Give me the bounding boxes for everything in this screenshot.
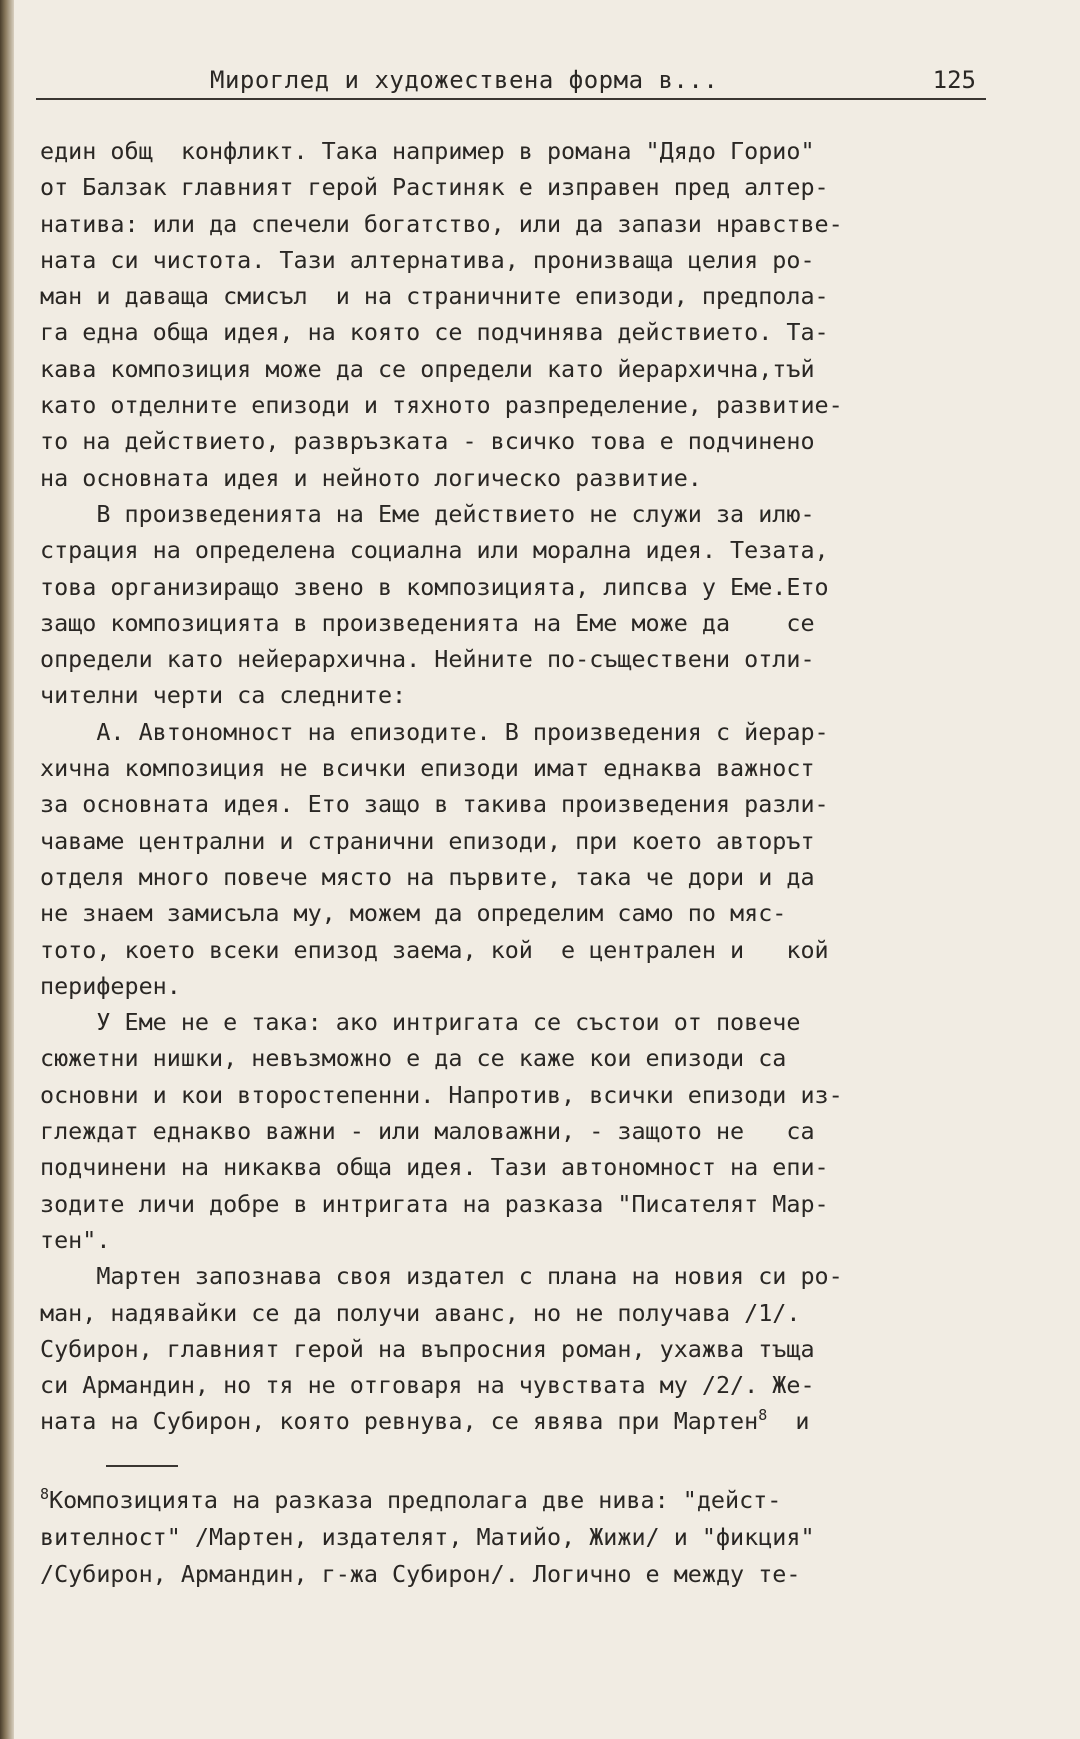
text-line-start: ната на Субирон, която ревнува, се явява при Мартен: [40, 1407, 759, 1436]
footnote-line: /Субирон, Армандин, г-жа Субирон/. Логично е между те-: [40, 1560, 801, 1588]
text-line: отделя много повече място на първите, така че дори и да: [40, 862, 815, 891]
text-line: един общ конфликт. Така например в романа "Дядо Горио": [40, 137, 815, 165]
text-line: натива: или да спечели богатство, или да запази нравстве-: [40, 209, 843, 238]
text-line: А. Автономност на епизодите. В произведения с йерар-: [40, 717, 829, 746]
footnote-line: вителност" /Мартен, издателят, Матийо, Жижи/ и "фикция": [40, 1523, 815, 1551]
text-line: не знаем замисъла му, можем да определим само по мяс-: [40, 899, 787, 928]
text-line: за основната идея. Ето защо в такива произведения разли-: [40, 790, 829, 819]
running-title: Мироглед и художествена форма в...: [210, 66, 719, 94]
text-line: като отделните епизоди и тяхното разпределение, развитие-: [40, 391, 843, 420]
footnote-number: 8: [40, 1485, 50, 1503]
text-line: ман, надявайки се да получи аванс, но не получава /1/.: [40, 1298, 801, 1327]
text-line-end: и: [767, 1407, 810, 1436]
text-line: зодите личи добре в интригата на разказа "Писателят Мар-: [40, 1189, 829, 1218]
text-line: В произведенията на Еме действието не служи за илю-: [40, 499, 815, 528]
text-line: си Армандин, но тя не отговаря на чувствата му /2/. Же-: [40, 1371, 815, 1400]
text-line: сюжетни нишки, невъзможно е да се каже кои епизоди са: [40, 1044, 787, 1073]
text-line: Субирон, главният герой на въпросния роман, ухажва тъща: [40, 1334, 815, 1363]
text-line: глеждат еднакво важни - или маловажни, - защото не са: [40, 1117, 815, 1146]
running-header: [36, 60, 986, 100]
text-line: Мартен запознава своя издател с плана на новия си ро-: [40, 1262, 843, 1291]
text-line: чаваме централни и странични епизоди, при което авторът: [40, 826, 815, 855]
footnote-reference: 8: [758, 1406, 768, 1425]
text-line: кава композиция може да се определи като йерархична,тъй: [40, 354, 815, 383]
text-line: чителни черти са следните:: [40, 681, 407, 710]
text-line: основни и кои второстепенни. Напротив, всички епизоди из-: [40, 1080, 843, 1109]
text-line: това организиращо звено в композицията, липсва у Еме.Ето: [40, 572, 829, 601]
text-line: страция на определена социална или морална идея. Тезата,: [40, 536, 829, 565]
footnote-line: [40, 1482, 990, 1519]
text-line: защо композицията в произведенията на Еме може да се: [40, 608, 815, 637]
text-line: от Балзак главният герой Растиняк е изправен пред алтер-: [40, 173, 829, 202]
text-line: определи като нейерархична. Нейните по-съществени отли-: [40, 645, 815, 674]
text-line: ман и даваща смисъл и на страничните епизоди, предпола-: [40, 282, 829, 311]
body-text: [40, 133, 990, 1440]
text-line: тен".: [40, 1225, 111, 1254]
text-line: на основната идея и нейното логическо развитие.: [40, 463, 702, 492]
text-line: тото, което всеки епизод заема, кой е централен и кой: [40, 935, 829, 964]
text-line: га една обща идея, на която се подчинява действието. Та-: [40, 318, 829, 347]
page-number: 125: [932, 66, 976, 94]
text-line: подчинени на никаква обща идея. Тази автономност на епи-: [40, 1153, 829, 1182]
footnote-line-text: Композицията на разказа предполага две нива: "дейст-: [49, 1486, 782, 1514]
text-line: хична композиция не всички епизоди имат еднаква важност: [40, 754, 815, 783]
footnote-separator: [106, 1465, 178, 1467]
text-line: то на действието, развръзката - всичко това е подчинено: [40, 427, 815, 456]
text-line: У Еме не е така: ако интригата се състои от повече: [40, 1008, 801, 1037]
text-line: ната си чистота. Тази алтернатива, пронизваща целия ро-: [40, 245, 815, 274]
text-line: периферен.: [40, 971, 181, 1000]
binding-edge: [0, 0, 14, 1739]
footnote: [40, 1482, 990, 1593]
text-line-with-footnote-ref: [40, 1403, 990, 1439]
